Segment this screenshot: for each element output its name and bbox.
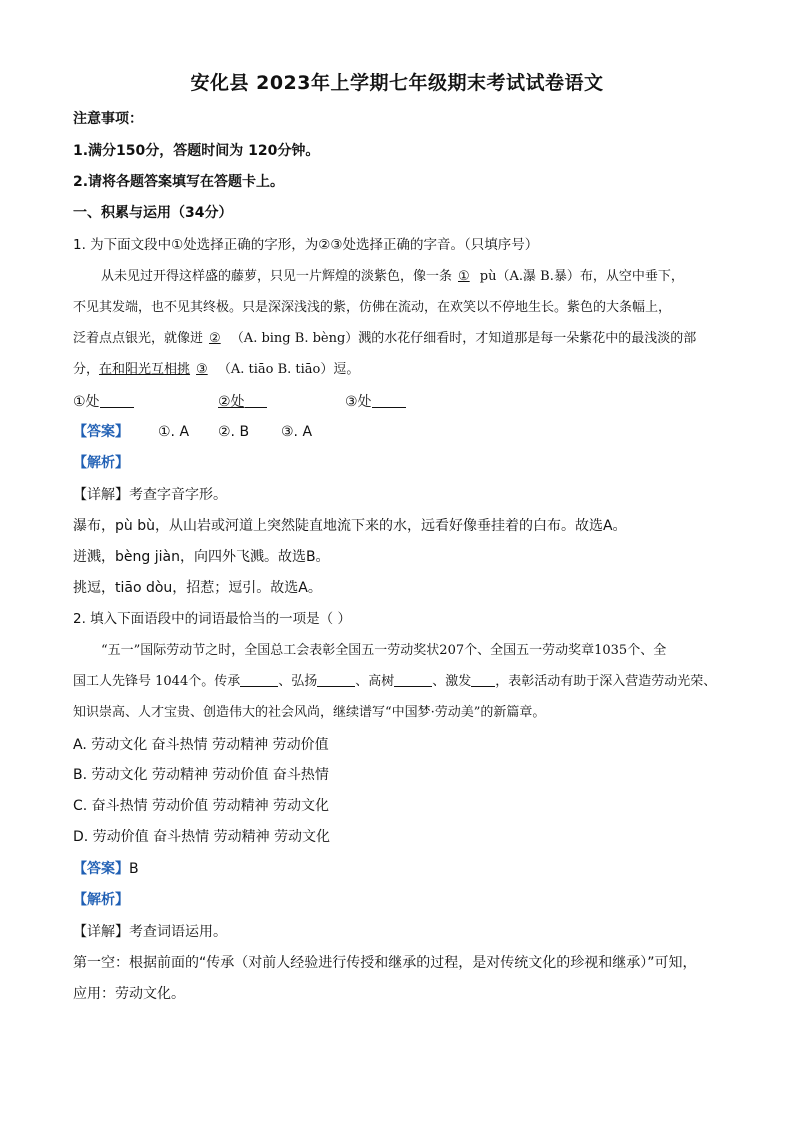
- q2-passage-line-3: 知识崇高、人才宝贵、创造伟大的社会风尚，继续谱写“中国梦·劳动美”的新篇章。: [73, 705, 546, 720]
- q2-option-a: A. 劳动文化 奋斗热情 劳动精神 劳动价值: [73, 737, 329, 753]
- q1-passage-text: 分，: [73, 362, 100, 377]
- q2-passage-text: 、高树: [355, 674, 395, 689]
- q2-detail: 【详解】考查词语运用。: [73, 924, 227, 940]
- notice-heading: 注意事项：: [73, 111, 143, 127]
- answer-blank: [100, 393, 134, 408]
- q1-passage-line-2: 不见其发端，也不见其终极。只是深深浅浅的紫，仿佛在流动，在欢笑以不停地生长。紫色的大条幅上，: [73, 300, 672, 315]
- q1-mark-1: ①: [458, 269, 470, 284]
- q1-underlined-text: 在和阳光互相挑: [99, 362, 191, 377]
- q2-answer-row: [73, 859, 139, 879]
- q1-passage-text: pù（A.瀑 B.暴）布，从空中垂下，: [475, 269, 684, 284]
- q1-passage-text: 泛着点点银光，就像迸: [73, 331, 204, 346]
- q1-explanation-2: 迸溅，bèng jiàn，向四外飞溅。故选B。: [73, 549, 330, 565]
- q2-stem: 2. 填入下面语段中的词语最恰当的一项是（ ）: [73, 611, 351, 627]
- q1-passage-text: 从未见过开得这样盛的藤萝，只见一片辉煌的淡紫色，像一条: [101, 269, 453, 284]
- q1-blank-label: ①处: [73, 394, 100, 410]
- q1-blank-label: ③处: [345, 394, 372, 410]
- answer-blank: [240, 672, 278, 687]
- q1-mark-2: ②: [209, 331, 221, 346]
- q1-passage-line-3: [73, 329, 696, 349]
- q2-passage-text: 、弘扬: [278, 674, 318, 689]
- q2-passage-text: 国工人先锋号 1044个。传承: [73, 674, 241, 689]
- q1-answer-2: ②. B: [218, 424, 250, 440]
- q2-answer: B: [129, 861, 139, 877]
- notice-item-1: 1.满分150分，答题时间为 120分钟。: [73, 143, 320, 159]
- answer-label: 【答案】: [73, 861, 129, 877]
- q2-explanation-1: 第一空：根据前面的“传承（对前人经验进行传授和继承的过程，是对传统文化的珍视和继承）”可知，: [73, 955, 697, 971]
- q2-passage-line-1: “五一”国际劳动节之时，全国总工会表彰全国五一劳动奖状207个、全国五一劳动奖章1035个、全: [101, 643, 667, 658]
- q1-passage-line-1: [101, 267, 684, 287]
- answer-blank: [394, 672, 432, 687]
- answer-blank: [245, 393, 267, 408]
- section-heading: 一、积累与运用（34分）: [73, 205, 233, 221]
- q2-passage-line-2: [73, 672, 716, 692]
- q1-passage-line-4: [73, 360, 359, 380]
- q1-blank-label: ②处: [218, 394, 245, 410]
- answer-blank: [317, 672, 355, 687]
- q1-answer-3: ③. A: [281, 424, 313, 440]
- q1-explanation-1: 瀑布，pù bù，从山岩或河道上突然陡直地流下来的水，远看好像垂挂着的白布。故选A。: [73, 518, 627, 534]
- q1-detail: 【详解】考查字音字形。: [73, 487, 227, 503]
- q2-option-b: B. 劳动文化 劳动精神 劳动价值 奋斗热情: [73, 767, 329, 783]
- q1-blank-3: [345, 392, 406, 412]
- q1-blank-1: [73, 392, 134, 412]
- answer-blank: [372, 393, 406, 408]
- q1-answer-row: [73, 422, 313, 442]
- q1-passage-text: （A. tiāo B. tiāo）逗。: [213, 362, 360, 377]
- exam-title: 安化县 2023年上学期七年级期末考试试卷语文: [190, 72, 604, 94]
- q1-explanation-3: 挑逗，tiāo dòu，招惹；逗引。故选A。: [73, 580, 322, 596]
- q2-option-c: C. 奋斗热情 劳动价值 劳动精神 劳动文化: [73, 798, 330, 814]
- analysis-label: 【解析】: [73, 892, 129, 908]
- answer-label: 【答案】: [73, 424, 129, 440]
- answer-blank: [471, 672, 495, 687]
- q2-option-d: D. 劳动价值 奋斗热情 劳动精神 劳动文化: [73, 829, 331, 845]
- q1-passage-text: （A. bing B. bèng）溅的水花仔细看时，才知道那是每一朵紫花中的最浅淡的部: [226, 331, 697, 346]
- q2-passage-text: ，表彰活动有助于深入营造劳动光荣、: [495, 674, 717, 689]
- q2-explanation-2: 应用：劳动文化。: [73, 986, 185, 1002]
- q1-underlined-phrase: [99, 362, 214, 377]
- q1-blank-2: [218, 392, 267, 412]
- q1-mark-3: ③: [196, 362, 208, 377]
- q1-answer-1: ①. A: [158, 424, 190, 440]
- q2-passage-text: 、激发: [432, 674, 472, 689]
- notice-item-2: 2.请将各题答案填写在答题卡上。: [73, 174, 285, 190]
- q1-stem: 1. 为下面文段中①处选择正确的字形，为②③处选择正确的字音。（只填序号）: [73, 237, 539, 253]
- analysis-label: 【解析】: [73, 455, 129, 471]
